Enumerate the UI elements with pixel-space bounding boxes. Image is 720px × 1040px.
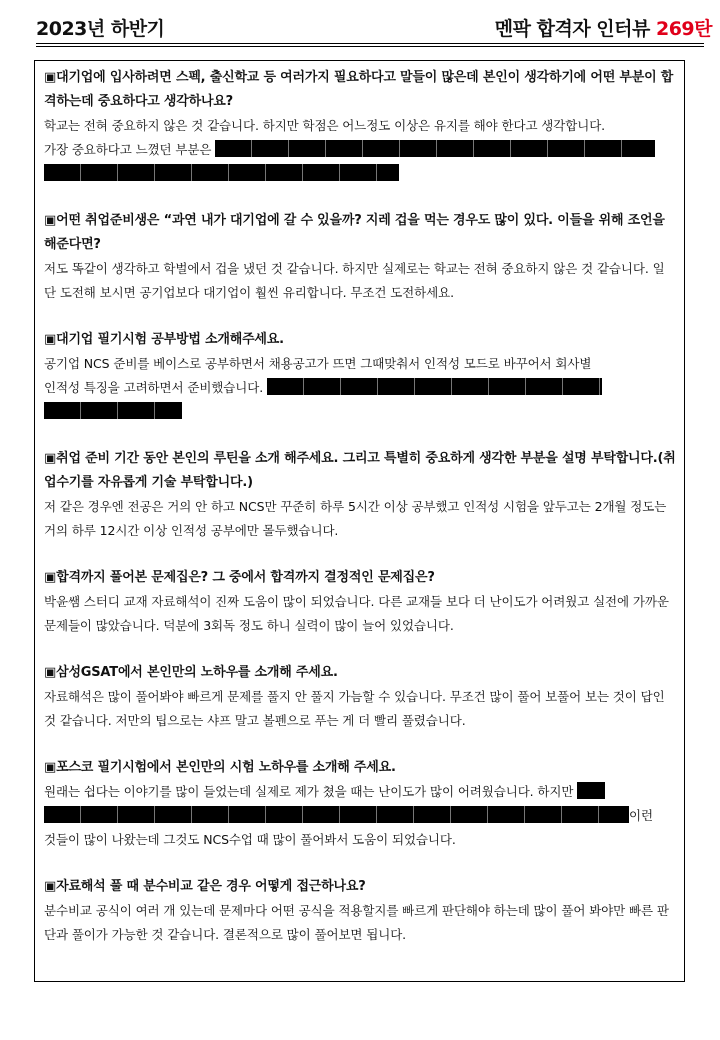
redacted-block: [577, 782, 605, 799]
question: ▣어떤 취업준비생은 “과연 내가 대기업에 갈 수 있을까? 지레 겁을 먹는 경우도 많이 있다. 이들을 위해 조언을 해준다면?: [44, 213, 665, 252]
episode-number: 269탄: [655, 18, 712, 40]
qa-section-1: [44, 66, 676, 186]
answer-text: 학교는 전혀 중요하지 않은 것 같습니다. 하지만 학점은 어느정도 이상은 유지를 해야 한다고 생각합니다.: [44, 118, 606, 133]
answer-text-continued: 가장 중요하다고 느꼈던 부분은: [44, 142, 216, 157]
answer: [44, 114, 676, 186]
period-title: 2023년 하반기: [36, 18, 165, 40]
redacted-block: [44, 164, 399, 181]
qa-section-2: [44, 209, 676, 305]
answer-text-continued: 이런: [629, 808, 653, 823]
answer-text-continued: 인적성 특징을 고려하면서 준비했습니다.: [44, 380, 267, 395]
qa-section-3: [44, 328, 676, 424]
qa-section-4: [44, 447, 676, 543]
qa-section-5: [44, 566, 676, 638]
answer: [44, 352, 676, 424]
answer: 박윤쌤 스터디 교재 자료해석이 진짜 도움이 많이 되었습니다. 다른 교재들 보다 더 난이도가 어려웠고 실전에 가까운 문제들이 많았습니다. 덕분에 3회독 정도 하니 실력이 많이 늘어 있었습니다.: [44, 594, 669, 633]
question: ▣삼성GSAT에서 본인만의 노하우를 소개해 주세요.: [44, 665, 338, 680]
header-divider: [36, 43, 704, 44]
answer-text: 공기업 NCS 준비를 베이스로 공부하면서 채용공고가 뜨면 그때맞춰서 인적성 모드로 바꾸어서 회사별: [44, 356, 592, 371]
redacted-block: [215, 140, 655, 157]
redacted-block: [44, 806, 629, 823]
answer: [44, 780, 676, 852]
answer: 저도 똑같이 생각하고 학벌에서 겁을 냈던 것 같습니다. 하지만 실제로는 학교는 전혀 중요하지 않은 것 같습니다. 일단 도전해 보시면 공기업보다 대기업이 훨씬 유리합니다. 무조건 도전하세요.: [44, 261, 665, 300]
redacted-block: [267, 378, 602, 395]
question: ▣취업 준비 기간 동안 본인의 루틴을 소개 해주세요. 그리고 특별히 중요하게 생각한 부분을 설명 부탁합니다.(취업수기를 자유롭게 기술 부탁합니다.): [44, 451, 676, 490]
qa-section-6: [44, 661, 676, 733]
interview-content: [44, 66, 676, 970]
header-divider-second: [36, 46, 704, 47]
answer: 저 같은 경우엔 전공은 거의 안 하고 NCS만 꾸준히 하루 5시간 이상 공부했고 인적성 시험을 앞두고는 2개월 정도는 거의 하루 12시간 이상 인적성 공부에만 몰두했습니다.: [44, 499, 667, 538]
series-title-text: 멘팍 합격자 인터뷰: [494, 18, 656, 40]
page-header: [36, 8, 712, 48]
question: ▣대기업에 입사하려면 스펙, 출신학교 등 여러가지 필요하다고 말들이 많은데 본인이 생각하기에 어떤 부분이 합격하는데 중요하다고 생각하나요?: [44, 70, 674, 109]
redacted-block: [44, 402, 182, 419]
answer: 자료해석은 많이 풀어봐야 빠르게 문제를 풀지 안 풀지 가늠할 수 있습니다. 무조건 많이 풀어 보풀어 보는 것이 답인 것 같습니다. 저만의 팁으로는 샤프 말고 볼펜으로 푸는 게 더 빨리 풀렸습니다.: [44, 689, 665, 728]
question: ▣자료해석 풀 때 분수비교 같은 경우 어떻게 접근하나요?: [44, 879, 366, 894]
answer: 분수비교 공식이 여러 개 있는데 문제마다 어떤 공식을 적용할지를 빠르게 판단해야 하는데 많이 풀어 봐야만 빠른 판단과 풀이가 가능한 것 같습니다. 결론적으로 많이 풀어보면 됩니다.: [44, 903, 669, 942]
qa-section-7: [44, 756, 676, 852]
series-title: [495, 14, 712, 41]
answer-text-end: 것들이 많이 나왔는데 그것도 NCS수업 때 많이 풀어봐서 도움이 되었습니다.: [44, 832, 456, 847]
answer-text: 원래는 쉽다는 이야기를 많이 들었는데 실제로 제가 쳤을 때는 난이도가 많이 어려웠습니다. 하지만: [44, 784, 578, 799]
question: ▣합격까지 풀어본 문제집은? 그 중에서 합격까지 결정적인 문제집은?: [44, 570, 435, 585]
qa-section-8: [44, 875, 676, 947]
question: ▣대기업 필기시험 공부방법 소개해주세요.: [44, 332, 284, 347]
question: ▣포스코 필기시험에서 본인만의 시험 노하우를 소개해 주세요.: [44, 760, 396, 775]
